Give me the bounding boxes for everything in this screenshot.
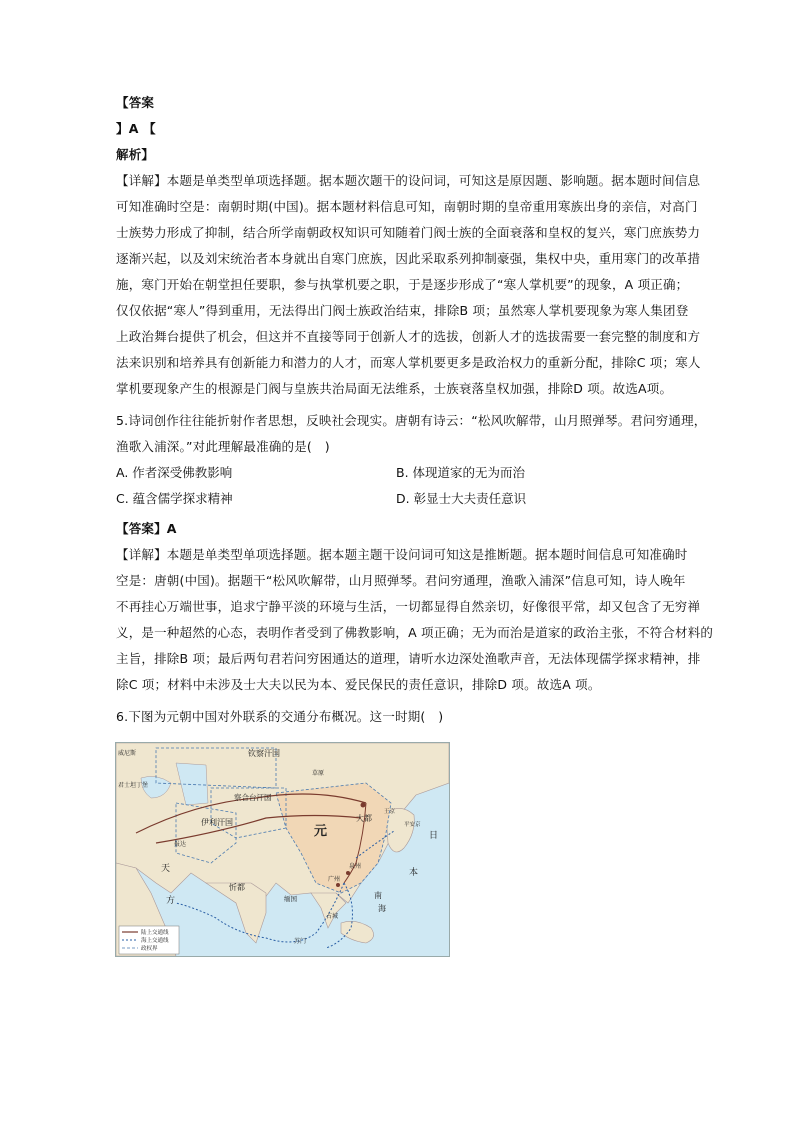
legend-land-route: 陆上交通线 — [141, 930, 169, 936]
q4-detail-line: 士族势力形成了抑制，结合所学南朝政权知识可知随着门阀士族的全面衰落和皇权的复兴，寒门庶族势力 — [116, 225, 701, 240]
map-label: 王京 — [384, 809, 396, 815]
map-label: 钦察汗国 — [248, 749, 280, 758]
q4-detail-line: 掌机要现象产生的根源是门阀与皇族共治局面无法维系，士族衰落皇权加强，排除D 项。故选A项。 — [116, 381, 673, 396]
map-label: 缅国 — [284, 895, 297, 903]
q4-detail-line: 法来识别和培养具有创新能力和潜力的人才，而寒人掌机要更多是政治权力的重新分配，排除C 项；寒人 — [116, 355, 701, 370]
q4-detail-line: 仅仅依据“寒人”得到重用，无法得出门阀士族政治结束，排除B 项；虽然寒人掌机要现象为寒人集团登 — [116, 303, 689, 318]
answer-header: 【答案 — [116, 95, 155, 110]
q5-stem-line: 5.诗词创作往往能折射作者思想，反映社会现实。唐朝有诗云：“松风吹解带，山月照弹琴。君问穷通理， — [116, 413, 707, 428]
map-label: 本 — [409, 868, 419, 878]
map-label: 忻都 — [229, 883, 245, 892]
map-label: 平安京 — [404, 822, 421, 828]
map-label: 报达 — [174, 841, 187, 848]
map-label: 伊利汗国 — [201, 818, 233, 827]
q5-option-b: B. 体现道家的无为而治 — [396, 465, 526, 480]
q5-detail-line: 除C 项；材料中未涉及士大夫以民为本、爱民保民的责任意识，排除D 项。故选A 项。 — [116, 677, 601, 692]
map-label: 草原 — [312, 770, 325, 777]
map-legend — [119, 926, 179, 954]
map-label: 南 — [374, 891, 382, 900]
map-label: 占城 — [326, 913, 339, 920]
q5-detail-line: 【详解】本题是单类型单项选择题。据本题主题干设问词可知这是推断题。据本题时间信息可知准确时 — [116, 547, 688, 562]
legend-sea-route: 海上交通线 — [141, 938, 169, 944]
q5-answer: 【答案】A — [116, 521, 177, 536]
q5-detail-line: 空是：唐朝(中国)。据题干“松风吹解带，山月照弹琴。君问穷通理，渔歌入浦深”信息可知，诗人晚年 — [116, 573, 686, 588]
q5-detail-line: 主旨，排除B 项；最后两句君若问穷困通达的道理，请听水边深处渔歌声音，无法体现儒学探求精神，排 — [116, 651, 701, 666]
guangzhou-marker — [336, 883, 340, 887]
q5-stem-line: 渔歌入浦深。”对此理解最准确的是( ) — [116, 439, 330, 454]
analysis-header: 解析】 — [116, 147, 155, 162]
legend-border: 政权界 — [141, 946, 158, 952]
q5-detail-line: 不再挂心万端世事，追求宁静平淡的环境与生活，一切都显得自然亲切，好像很平常，却又包含了无穷禅 — [116, 599, 701, 614]
map-label: 苏门 — [294, 938, 307, 945]
q4-detail-line: 逐渐兴起，以及刘宋统治者本身就出自寒门庶族，因此采取系列抑制豪强，集权中央，重用寒门的改革措 — [116, 251, 701, 266]
map-label: 元 — [314, 824, 328, 839]
map-label: 君士坦丁堡 — [118, 782, 149, 789]
map-label: 泉州 — [349, 863, 362, 870]
q6-stem: 6.下图为元朝中国对外联系的交通分布概况。这一时期( ) — [116, 709, 444, 724]
q5-option-c: C. 蕴含儒学探求精神 — [116, 491, 233, 506]
map-label: 日 — [429, 831, 439, 841]
answer-value: 】A 【 — [116, 121, 156, 136]
map-label: 广州 — [328, 876, 341, 883]
map-label: 大都 — [356, 814, 372, 823]
quanzhou-marker — [346, 871, 350, 875]
q5-detail-line: 义，是一种超然的心态，表明作者受到了佛教影响，A 项正确；无为而治是道家的政治主张，不符合材料的 — [116, 625, 714, 640]
map-label: 海 — [378, 904, 386, 913]
q5-option-a: A. 作者深受佛教影响 — [116, 465, 233, 480]
q4-detail-line: 施，寒门开始在朝堂担任要职，参与执掌机要之职，于是逐步形成了“寒人掌机要”的现象，A 项正确； — [116, 277, 689, 292]
map-label: 方 — [166, 896, 176, 906]
q4-detail-line: 上政治舞台提供了机会，但这并不直接等同于创新人才的选拔，创新人才的选拔需要一套完整的制度和方 — [116, 329, 701, 344]
map-label: 天 — [161, 864, 171, 874]
q5-option-d: D. 彰显士大夫责任意识 — [396, 491, 527, 506]
map-label: 察合台汗国 — [234, 793, 272, 802]
q4-detail-line: 【详解】本题是单类型单项选择题。据本题次题干的设问词，可知这是原因题、影响题。据本题时间信息 — [116, 173, 701, 188]
yuan-trade-route-map — [115, 742, 450, 957]
q4-detail-line: 可知准确时空是：南朝时期(中国)。据本题材料信息可知，南朝时期的皇帝重用寒族出身的亲信，对高门 — [116, 199, 698, 214]
dadu-marker — [361, 803, 366, 808]
map-label: 威尼斯 — [118, 750, 137, 757]
